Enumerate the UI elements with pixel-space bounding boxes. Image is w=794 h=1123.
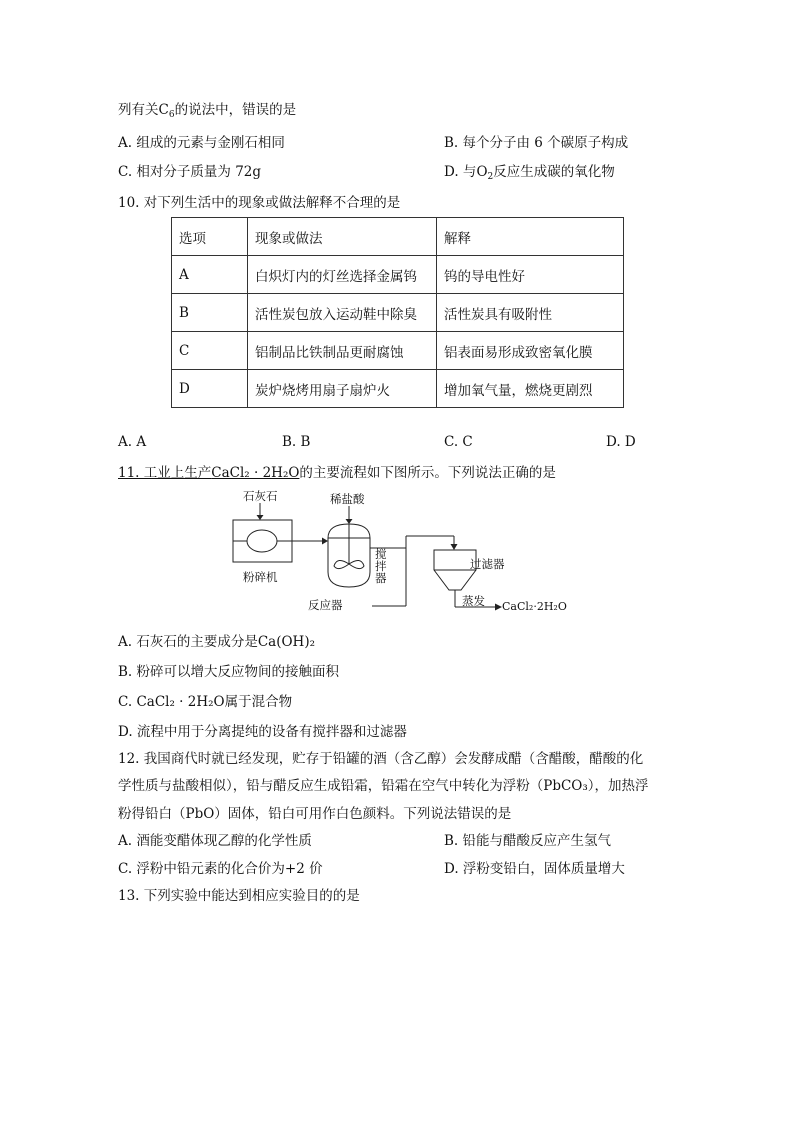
- q11-option-c: C. CaCl₂ · 2H₂O属于混合物: [118, 694, 293, 710]
- q12-option-b: B. 铅能与醋酸反应产生氢气: [444, 833, 612, 849]
- q12-option-a: A. 酒能变醋体现乙醇的化学性质: [118, 833, 312, 849]
- table-cell: 增加氧气量，燃烧更剧烈: [437, 370, 624, 408]
- table-cell: 白炽灯内的灯丝选择金属钨: [248, 256, 437, 294]
- process-flow-diagram: [222, 486, 582, 621]
- q10-option-c: C. C: [444, 434, 473, 450]
- table-cell: A: [172, 256, 248, 294]
- label-crusher: 粉碎机: [243, 570, 278, 584]
- q13-stem: 13. 下列实验中能达到相应实验目的的是: [118, 888, 360, 904]
- table-row: [172, 332, 624, 370]
- table-cell: 活性炭包放入运动鞋中除臭: [248, 294, 437, 332]
- arrow-down: [451, 544, 458, 550]
- table-cell: 钨的导电性好: [437, 256, 624, 294]
- q10-option-d: D. D: [606, 434, 636, 450]
- q11-option-b: B. 粉碎可以增大反应物间的接触面积: [118, 664, 340, 680]
- q12-option-d: D. 浮粉变铅白，固体质量增大: [444, 861, 625, 877]
- q10-table: [171, 217, 624, 408]
- table-cell: C: [172, 332, 248, 370]
- table-header: 选项: [172, 218, 248, 256]
- q9-option-d: D. 与$O_2$反应生成碳的氧化物: [444, 164, 615, 182]
- table-row: [172, 256, 624, 294]
- label-filter: 过滤器: [470, 557, 505, 571]
- table-cell: D: [172, 370, 248, 408]
- q11-option-d: D. 流程中用于分离提纯的设备有搅拌器和过滤器: [118, 724, 407, 740]
- label-reactor: 反应器: [308, 598, 343, 612]
- label-acid: 稀盐酸: [330, 492, 365, 506]
- q12-option-c: C. 浮粉中铅元素的化合价为+2 价: [118, 861, 323, 877]
- table-row: [172, 294, 624, 332]
- q12-stem-line1: 12. 我国商代时就已经发现，贮存于铅罐的酒（含乙醇）会发酵成醋（含醋酸，醋酸的化: [118, 751, 644, 767]
- table-header: 解释: [437, 218, 624, 256]
- table-cell: 铝制品比铁制品更耐腐蚀: [248, 332, 437, 370]
- q12-stem-line2: 学性质与盐酸相似），铅与醋反应生成铅霜，铅霜在空气中转化为浮粉（PbCO₃），加热浮: [118, 778, 649, 794]
- table-header: 现象或做法: [248, 218, 437, 256]
- q11-stem: 11. 工业上生产CaCl₂ · 2H₂O的主要流程如下图所示。下列说法正确的是: [118, 465, 556, 481]
- q10-option-b: B. B: [282, 434, 311, 450]
- q10-stem: 10. 对下列生活中的现象或做法解释不合理的是: [118, 195, 401, 211]
- label-stirrer: 搅拌器: [375, 547, 387, 585]
- arrow-down: [257, 515, 264, 520]
- table-cell: 炭炉烧烤用扇子扇炉火: [248, 370, 437, 408]
- q9-stem: 列有关$C_6$的说法中，错误的是: [118, 102, 297, 120]
- table-row: [172, 370, 624, 408]
- label-evaporate: 蒸发: [462, 594, 485, 608]
- q12-stem-line3: 粉得铅白（PbO）固体，铅白可用作白色颜料。下列说法错误的是: [118, 806, 512, 822]
- label-limestone: 石灰石: [243, 489, 278, 503]
- q11-option-a: A. 石灰石的主要成分是Ca(OH)₂: [118, 634, 316, 650]
- table-cell: 铝表面易形成致密氧化膜: [437, 332, 624, 370]
- table-header-row: [172, 218, 624, 256]
- arrow-down: [346, 519, 353, 524]
- table-cell: B: [172, 294, 248, 332]
- q10-option-a: A. A: [118, 434, 147, 450]
- q9-option-c: C. 相对分子质量为 72g: [118, 164, 262, 180]
- arrow-right: [495, 604, 502, 611]
- q9-option-a: A. 组成的元素与金刚石相同: [118, 135, 285, 151]
- arrow-right: [322, 538, 328, 545]
- q9-option-b: B. 每个分子由 6 个碳原子构成: [444, 135, 629, 151]
- label-product: CaCl₂·2H₂O: [502, 600, 567, 613]
- table-cell: 活性炭具有吸附性: [437, 294, 624, 332]
